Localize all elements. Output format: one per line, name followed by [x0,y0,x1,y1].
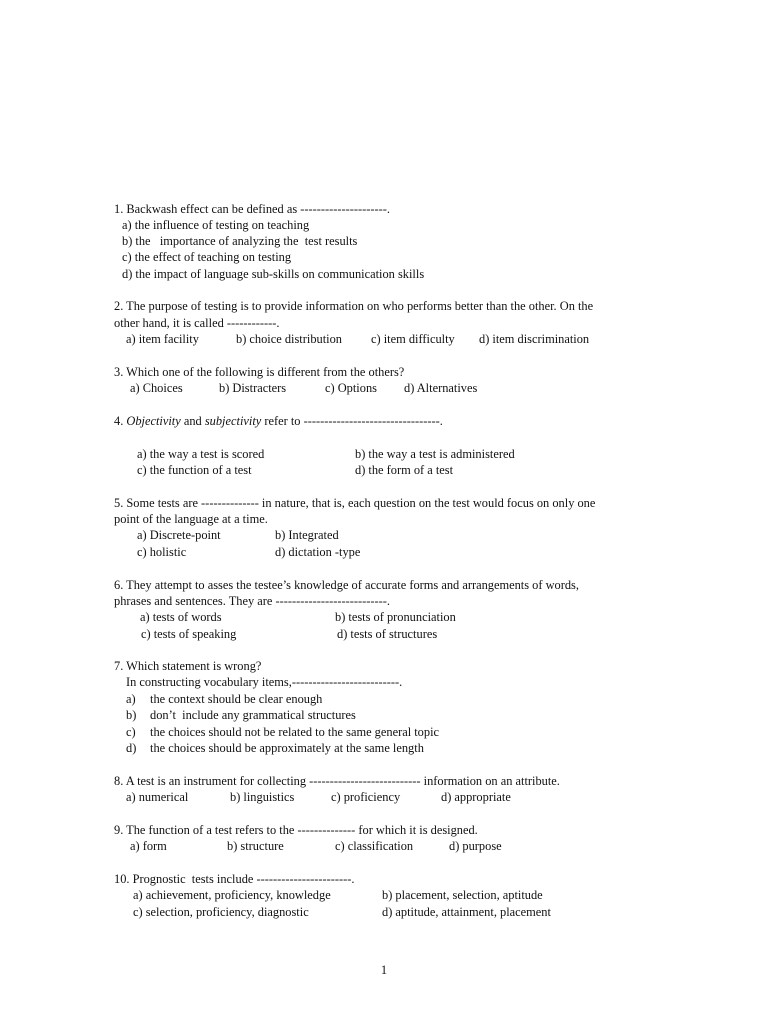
option-a: a) form [130,839,167,853]
question-stem: 3. Which one of the following is different from the others? [114,365,405,379]
option-c: c) classification [335,839,414,853]
option-d: d) dictation -type [275,545,361,559]
option-b: b) tests of pronunciation [335,610,456,624]
option-d: d) aptitude, attainment, placement [382,905,551,919]
option-d: d) item discrimination [479,332,590,346]
stem-and: and [180,414,205,428]
stem-term-subjectivity: subjectivity [204,414,262,428]
question-stem: 1. Backwash effect can be defined as ---------------------. [114,202,390,216]
option-b: b) the way a test is administered [355,447,515,461]
option-b: b) Integrated [275,528,339,542]
option-b-letter: b) [126,708,137,722]
option-c: c) Options [325,381,377,395]
option-a: a) item facility [126,332,199,346]
question-stem: 8. A test is an instrument for collecting --------------------------- information on an attribute. [114,774,560,788]
option-d-letter: d) [126,741,137,755]
stem-prefix: 4. [114,414,127,428]
option-a: the context should be clear enough [150,692,323,706]
question-stem-line-2: In constructing vocabulary items,--------------------------. [126,675,403,689]
option-c: c) tests of speaking [141,627,237,641]
option-a-letter: a) [126,692,136,706]
question-stem: 6. They attempt to asses the testee’s knowledge of accurate forms and arrangements of words, [114,578,579,592]
question-stem: 10. Prognostic tests include -----------------------. [114,872,355,886]
option-d: the choices should be approximately at the same length [150,741,424,755]
stem-term-objectivity: Objectivity [126,414,181,428]
option-d: d) purpose [449,839,502,853]
option-a: a) achievement, proficiency, knowledge [133,888,331,902]
option-c: c) item difficulty [371,332,455,346]
option-b: b) the importance of analyzing the test results [122,234,358,248]
option-c-letter: c) [126,725,136,739]
option-d: d) tests of structures [337,627,438,641]
option-d: d) the impact of language sub-skills on communication skills [122,267,425,281]
option-b: don’t include any grammatical structures [150,708,356,722]
option-a: a) the influence of testing on teaching [122,218,310,232]
option-a: a) numerical [126,790,189,804]
option-c: c) proficiency [331,790,401,804]
option-b: b) placement, selection, aptitude [382,888,543,902]
option-c: c) holistic [137,545,187,559]
option-c: the choices should not be related to the same general topic [150,725,440,739]
option-a: a) tests of words [140,610,222,624]
option-b: b) linguistics [230,790,295,804]
option-c: c) the effect of teaching on testing [122,250,292,264]
stem-suffix: refer to ---------------------------------. [261,414,443,428]
option-a: a) Discrete-point [137,528,221,542]
question-stem [114,413,443,429]
question-stem-line-2: other hand, it is called ------------. [114,316,280,330]
option-c: c) the function of a test [137,463,252,477]
option-b: b) structure [227,839,284,853]
option-d: d) Alternatives [404,381,478,395]
option-d: d) appropriate [441,790,511,804]
question-stem-line-2: phrases and sentences. They are ---------------------------. [114,594,390,608]
option-d: d) the form of a test [355,463,454,477]
option-a: a) the way a test is scored [137,447,265,461]
option-b: b) choice distribution [236,332,342,346]
option-b: b) Distracters [219,381,287,395]
option-c: c) selection, proficiency, diagnostic [133,905,309,919]
question-stem: 9. The function of a test refers to the -------------- for which it is designed. [114,823,478,837]
page-number: 1 [380,963,388,977]
question-stem: 7. Which statement is wrong? [114,659,262,673]
question-stem-line-2: point of the language at a time. [114,512,268,526]
option-a: a) Choices [130,381,183,395]
question-stem: 5. Some tests are -------------- in nature, that is, each question on the test would focus on only one [114,496,596,510]
question-stem: 2. The purpose of testing is to provide information on who performs better than the other. On the [114,299,594,313]
